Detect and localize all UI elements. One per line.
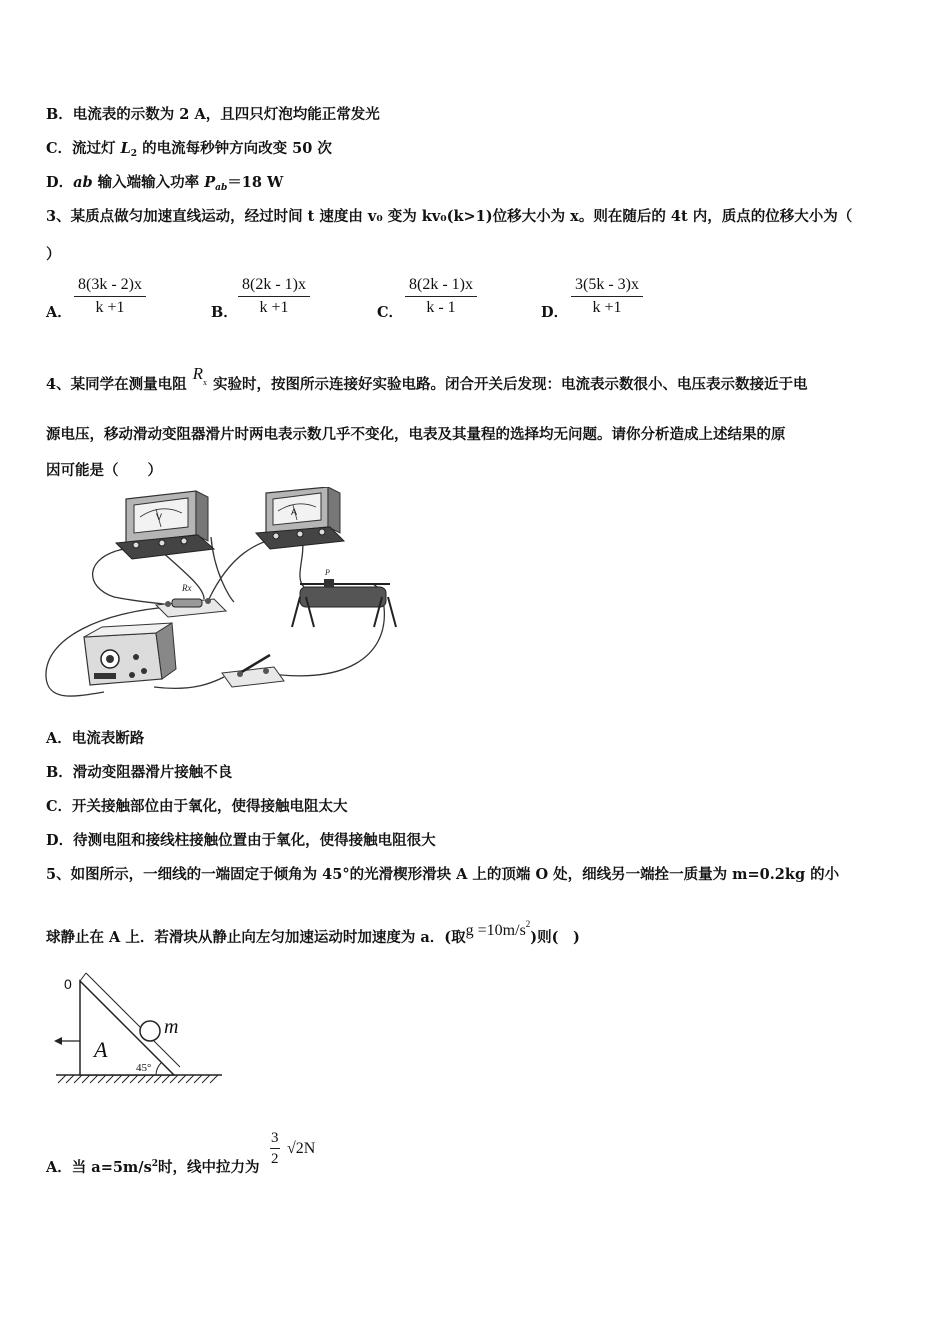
q3-option-d-label: D． (541, 304, 569, 321)
q3-option-a-num: 8(3k - 2)x (74, 276, 146, 297)
rheostat (292, 568, 396, 627)
wedge-label-o: 0 (64, 976, 72, 992)
wedge-label-m: m (164, 1016, 179, 1038)
q4-stem-line1 (46, 364, 808, 394)
q3-option-b-label: B． (211, 304, 238, 321)
q2-option-c-var: L (120, 140, 131, 157)
q4-option-a: A．电流表断路 (46, 730, 145, 747)
q3-stem-line2: ） (46, 246, 61, 263)
voltmeter (116, 491, 214, 559)
q5-option-a-fraction (270, 1130, 280, 1168)
q2-option-d-text2: ＝18 W (227, 174, 284, 191)
ball (140, 1021, 160, 1041)
q5-stem-text2: )则( ) (530, 929, 580, 946)
q5-option-a-num: 3 (270, 1130, 280, 1149)
q4-rx-symbol: R (192, 364, 203, 383)
ammeter-label: A (291, 507, 298, 517)
wedge-label-a: A (94, 1037, 108, 1062)
ground-hatch (58, 1075, 218, 1083)
circuit-wire (211, 537, 234, 602)
q4-rx-subscript: x (202, 378, 207, 387)
q2-option-d-var2: P (204, 174, 216, 191)
q3-option-c-num: 8(2k - 1)x (405, 276, 477, 297)
q3-option-d-num: 3(5k - 3)x (571, 276, 643, 297)
q2-option-d-label: D． (46, 174, 74, 191)
q4-stem-line3: 因可能是（ ） (46, 462, 162, 479)
power-supply (84, 623, 176, 685)
switch (222, 655, 284, 687)
q3-option-c-fraction (405, 276, 477, 317)
q2-option-c-text: C．流过灯 (46, 140, 121, 157)
voltmeter-label: V (156, 512, 163, 522)
q4-option-c: C．开关接触部位由于氧化，使得接触电阻太大 (46, 798, 348, 815)
q2-option-d-sub: ab (215, 183, 228, 193)
ammeter (256, 487, 344, 549)
q4-stem-text2: 实验时，按图所示连接好实验电路。闭合开关后发现：电流表示数很小、电压表示数接近于电 (212, 376, 808, 393)
q4-option-d: D．待测电阻和接线柱接触位置由于氧化，使得接触电阻很大 (46, 832, 436, 849)
q2-option-d-var1: ab (73, 174, 93, 191)
q4-stem-line2: 源电压，移动滑动变阻器滑片时两电表示数几乎不变化，电表及其量程的选择均无问题。请你分析造成上述结果的原 (46, 426, 786, 443)
q5-stem-line2 (46, 919, 580, 947)
q5-stem-text: 球静止在 A 上．若滑块从静止向左匀加速运动时加速度为 a．(取 (46, 929, 466, 946)
circuit-wire (154, 677, 224, 688)
q3-option-c-label: C． (377, 304, 404, 321)
q5-option-a-den: 2 (271, 1151, 279, 1167)
q3-option-a-fraction (74, 276, 146, 317)
wedge-label-angle: 45° (136, 1062, 152, 1074)
q3-option-b-num: 8(2k - 1)x (238, 276, 310, 297)
q5-option-a (46, 1156, 260, 1177)
q4-stem-text: 4、某同学在测量电阻 (46, 376, 187, 393)
q5-stem-line1: 5、如图所示，一细线的一端固定于倾角为 45°的光滑楔形滑块 A 上的顶端 O 处，细线另一端拴一质量为 m=0.2kg 的小 (46, 866, 840, 883)
q2-option-c-sub: 2 (130, 149, 138, 159)
q4-option-b: B．滑动变阻器滑片接触不良 (46, 764, 233, 781)
circuit-figure (44, 487, 400, 709)
q3-stem-line1: 3、某质点做匀加速直线运动，经过时间 t 速度由 v₀ 变为 kv₀(k>1)位移大小为 x。则在随后的 4t 内，质点的位移大小为（ (46, 208, 853, 225)
q5-option-a-text: A．当 a=5m/s (46, 1159, 152, 1176)
rheostat-slider-label: P (325, 568, 330, 577)
q3-option-a-den: k +1 (95, 299, 125, 316)
q5-option-a-sup: 2 (151, 1159, 158, 1169)
q5-g-value: g =10m/s (465, 922, 526, 939)
q3-option-d-den: k +1 (592, 299, 622, 316)
resistor-label: Rx (182, 583, 192, 593)
q5-g-sup: 2 (525, 919, 531, 929)
q2-option-b: B．电流表的示数为 2 A，且四只灯泡均能正常发光 (46, 106, 380, 123)
q2-option-c (46, 137, 332, 159)
wedge-figure (50, 967, 226, 1091)
resistor-rx (156, 583, 226, 617)
q2-option-c-text2: 的电流每秒钟方向改变 50 次 (137, 140, 332, 157)
q5-option-a-text2: 时，线中拉力为 (158, 1159, 260, 1176)
q3-option-b-den: k +1 (259, 299, 289, 316)
q5-option-a-tail: √2N (287, 1140, 316, 1157)
q3-option-d-fraction (571, 276, 643, 317)
q3-option-b-fraction (238, 276, 310, 317)
q2-option-d-text: 输入端输入功率 (92, 174, 205, 191)
q2-option-d (46, 171, 283, 193)
q3-option-c-den: k - 1 (426, 299, 456, 316)
q3-option-a-label: A． (46, 304, 72, 321)
